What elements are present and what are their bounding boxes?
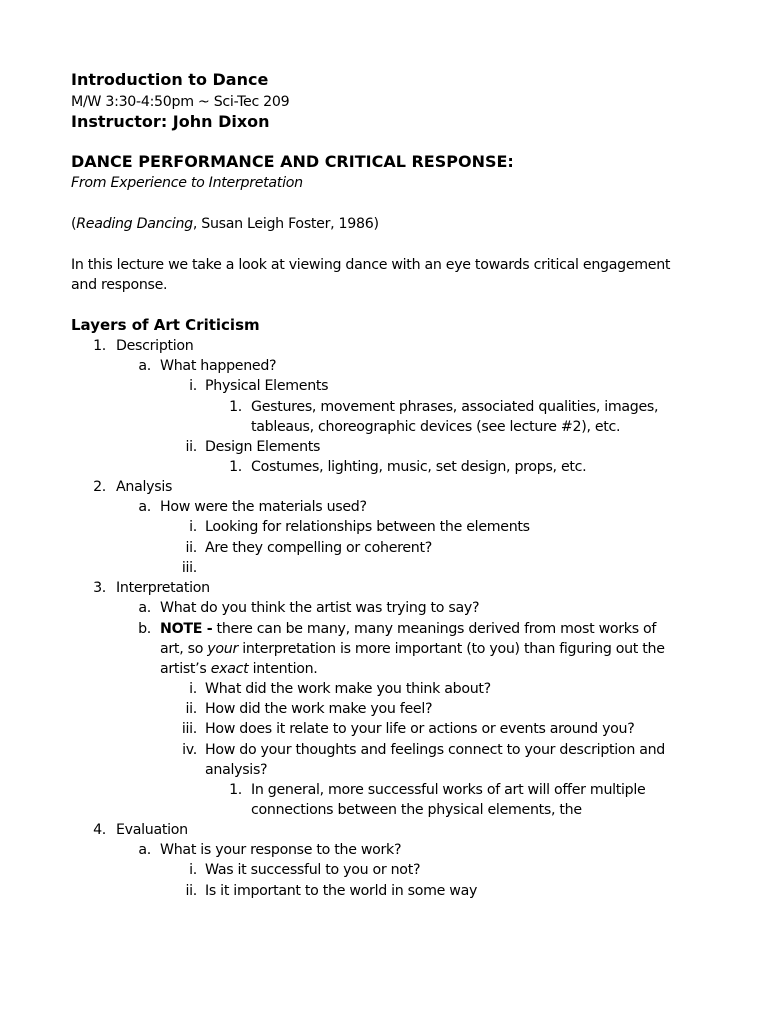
list-number: 4. [93,822,106,838]
citation [71,214,379,234]
list-item: Looking for relationships between the elements [205,519,530,535]
list-item: How were the materials used? [160,499,367,515]
citation-details: , Susan Leigh Foster, 1986) [192,216,379,232]
note-text: art, so [160,641,208,657]
citation-work-title: Reading Dancing [76,216,193,232]
list-letter: a. [138,842,151,858]
list-roman: ii. [185,883,197,899]
list-item: Gestures, movement phrases, associated qualities, images, [251,399,659,415]
list-roman: iv. [182,742,197,758]
list-item: How does it relate to your life or actions or events around you? [205,721,635,737]
list-item: Was it successful to you or not? [205,862,421,878]
note-text: interpretation is more important (to you) than figuring out the [238,641,665,657]
lecture-subtitle: From Experience to Interpretation [71,175,303,191]
list-number: 1. [229,782,242,798]
list-item: Physical Elements [205,378,329,394]
list-letter: b. [138,621,151,637]
list-item: In general, more successful works of art will offer multiple [251,782,646,798]
intro-paragraph-line-2: and response. [71,277,168,293]
list-number: 1. [229,399,242,415]
list-item: What is your response to the work? [160,842,402,858]
list-item: What did the work make you think about? [205,681,491,697]
list-item: Costumes, lighting, music, set design, props, etc. [251,459,587,475]
list-roman: i. [189,862,197,878]
course-schedule: M/W 3:30-4:50pm ~ Sci-Tec 209 [71,94,290,110]
section-interpretation: Interpretation [116,580,210,596]
list-item-continued: tableaus, choreographic devices (see lecture #2), etc. [251,419,621,435]
list-number: 2. [93,479,106,495]
section-evaluation: Evaluation [116,822,188,838]
list-letter: a. [138,358,151,374]
section-analysis: Analysis [116,479,173,495]
list-roman: iii. [181,721,197,737]
list-letter: a. [138,600,151,616]
list-item: How did the work make you feel? [205,701,433,717]
list-roman: i. [189,519,197,535]
list-item: How do your thoughts and feelings connect to your description and [205,742,666,758]
list-number: 1. [93,338,106,354]
note-line-3 [160,659,318,679]
intro-paragraph-line-1: In this lecture we take a look at viewing dance with an eye towards critical engagement [71,257,671,273]
list-roman: i. [189,378,197,394]
note-label: NOTE - [160,621,213,637]
list-item-continued: analysis? [205,762,268,778]
citation-open: ( [71,216,77,232]
list-item: Design Elements [205,439,321,455]
list-roman: iii. [181,560,197,576]
note-text: artist’s [160,661,211,677]
list-item-continued: connections between the physical elements, the [251,802,582,818]
list-item: What happened? [160,358,277,374]
section-description: Description [116,338,194,354]
course-title: Introduction to Dance [71,70,269,89]
list-roman: ii. [185,540,197,556]
note-emphasis: exact [210,661,249,677]
list-roman: ii. [185,439,197,455]
lecture-title: DANCE PERFORMANCE AND CRITICAL RESPONSE: [71,152,514,171]
note-text: there can be many, many meanings derived from most works of [212,621,657,637]
instructor-name: Instructor: John Dixon [71,112,270,131]
list-number: 1. [229,459,242,475]
list-roman: ii. [185,701,197,717]
list-letter: a. [138,499,151,515]
list-roman: i. [189,681,197,697]
note-line-2 [160,639,665,659]
list-item: What do you think the artist was trying to say? [160,600,480,616]
list-item: Are they compelling or coherent? [205,540,432,556]
note-emphasis: your [207,641,238,657]
note-text: intention. [248,661,318,677]
list-item: Is it important to the world in some way [205,883,478,899]
note-line-1 [160,619,656,639]
outline-heading: Layers of Art Criticism [71,316,260,334]
list-number: 3. [93,580,106,596]
